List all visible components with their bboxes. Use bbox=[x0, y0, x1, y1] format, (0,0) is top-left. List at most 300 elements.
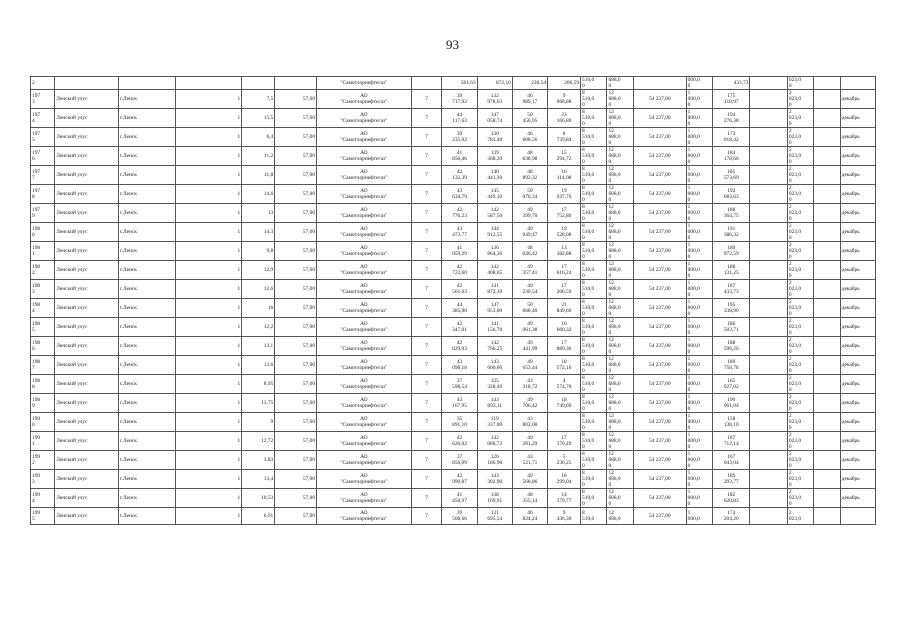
cell-i: 185 573,69 bbox=[713, 166, 750, 185]
cell-h: 1 000,0 0 bbox=[686, 299, 712, 318]
cell-qty: 1 bbox=[176, 470, 242, 489]
cell-length: 13,6 bbox=[242, 356, 275, 375]
cell-width: 57,00 bbox=[275, 185, 317, 204]
cell-month: декабрь bbox=[840, 432, 875, 451]
cell-width: 57,00 bbox=[275, 337, 317, 356]
cell-town: г.Ленск bbox=[119, 223, 176, 242]
cell-empty bbox=[750, 261, 787, 280]
cell-g: 54 237,00 bbox=[633, 147, 686, 166]
cell-ulus: Ленский улус bbox=[55, 185, 119, 204]
cell-qty: 1 bbox=[176, 223, 242, 242]
cell-h: 1 000,0 0 bbox=[686, 489, 712, 508]
cell-e: 8 510,0 0 bbox=[581, 261, 607, 280]
cell-empty bbox=[750, 337, 787, 356]
cell-width: 57,00 bbox=[275, 128, 317, 147]
cell-ulus: Ленский улус bbox=[55, 90, 119, 109]
table-row bbox=[31, 280, 876, 299]
cell-qty: 1 bbox=[176, 128, 242, 147]
cell-e: 8 510,0 0 bbox=[581, 413, 607, 432]
cell-e: 8 510,0 0 bbox=[581, 128, 607, 147]
cell-d: 18 572,16 bbox=[548, 356, 581, 375]
cell-row-number: 199 5 bbox=[31, 508, 55, 525]
cell-operator: АО "Самотлорнефтегаз" bbox=[317, 242, 412, 261]
cell-width: 57,00 bbox=[275, 299, 317, 318]
cell-i: 182 620,83 bbox=[713, 489, 750, 508]
cell-operator: АО "Самотлорнефтегаз" bbox=[317, 432, 412, 451]
cell-empty bbox=[750, 356, 787, 375]
cell-length: 13,1 bbox=[242, 337, 275, 356]
cell-ulus: Ленский улус bbox=[55, 280, 119, 299]
cell-width: 57,00 bbox=[275, 204, 317, 223]
cell-f: 12 688,0 0 bbox=[607, 394, 633, 413]
cell-f: 12 688,0 0 bbox=[607, 337, 633, 356]
cell-width: 57,00 bbox=[275, 261, 317, 280]
cell-ulus: Ленский улус bbox=[55, 223, 119, 242]
cell-length: 13,75 bbox=[242, 394, 275, 413]
cell-f: 12 688,0 0 bbox=[607, 356, 633, 375]
cell-b: 132 978,03 bbox=[477, 90, 512, 109]
cell-e: 8 510,0 0 bbox=[581, 394, 607, 413]
cell-a: 42 776,23 bbox=[442, 204, 477, 223]
cell-month bbox=[840, 77, 875, 90]
cell-width: 57,00 bbox=[275, 280, 317, 299]
cell-ulus: Ленский улус bbox=[55, 489, 119, 508]
cell-g: 54 237,00 bbox=[633, 508, 686, 525]
cell-i: 167 043,04 bbox=[713, 451, 750, 470]
cell-qty: 1 bbox=[176, 204, 242, 223]
cell-c: 43 521,71 bbox=[512, 451, 547, 470]
cell-b: 136 864,30 bbox=[477, 242, 512, 261]
cell-empty bbox=[750, 432, 787, 451]
cell-code: 7 bbox=[411, 147, 442, 166]
cell-k2: 688,0 0 bbox=[607, 77, 633, 90]
cell-empty bbox=[814, 318, 840, 337]
cell-j: 2 023,0 0 bbox=[787, 261, 813, 280]
cell-row-number: 197 4 bbox=[31, 109, 55, 128]
cell-empty bbox=[814, 413, 840, 432]
cell-c: 46 824,24 bbox=[512, 508, 547, 525]
cell-g: 54 237,00 bbox=[633, 204, 686, 223]
cell-b: 143 660,00 bbox=[477, 356, 512, 375]
cell-town: г.Ленск bbox=[119, 109, 176, 128]
cell-row-number: 198 3 bbox=[31, 280, 55, 299]
cell-code: 7 bbox=[411, 413, 442, 432]
cell-i: 187 712,14 bbox=[713, 432, 750, 451]
cell-length: 8,95 bbox=[242, 375, 275, 394]
cell-code: 7 bbox=[411, 166, 442, 185]
cell-length: 12,72 bbox=[242, 432, 275, 451]
cell-a: 39 717,92 bbox=[442, 90, 477, 109]
cell-c: 48 046,42 bbox=[512, 242, 547, 261]
table-row bbox=[31, 147, 876, 166]
cell-e: 8 510,0 0 bbox=[581, 90, 607, 109]
cell-operator: АО "Самотлорнефтегаз" bbox=[317, 318, 412, 337]
cell-g: 54 237,00 bbox=[633, 337, 686, 356]
cell-e: 8 510,0 0 bbox=[581, 242, 607, 261]
cell-width: 57,00 bbox=[275, 470, 317, 489]
cell-length: 12,6 bbox=[242, 280, 275, 299]
cell-a: 37 598,54 bbox=[442, 375, 477, 394]
cell-code: 7 bbox=[411, 337, 442, 356]
cell-d: 18 299,04 bbox=[548, 470, 581, 489]
cell-row-number: 198 8 bbox=[31, 375, 55, 394]
cell-d: 5 230,25 bbox=[548, 451, 581, 470]
cell-row-number: 2 bbox=[31, 77, 55, 90]
cell-operator: АО "Самотлорнефтегаз" bbox=[317, 147, 412, 166]
cell-i: 189 758,78 bbox=[713, 356, 750, 375]
cell-h: 1 000,0 0 bbox=[686, 166, 712, 185]
cell-month: декабрь bbox=[840, 451, 875, 470]
cell-f: 12 688,0 0 bbox=[607, 489, 633, 508]
cell-v2: 872,10 bbox=[477, 77, 512, 90]
cell-h: 1 000,0 0 bbox=[686, 185, 712, 204]
cell-month: декабрь bbox=[840, 489, 875, 508]
cell-operator: АО "Самотлорнефтегаз" bbox=[317, 280, 412, 299]
cell-town: г.Ленск bbox=[119, 166, 176, 185]
cell-g: 54 237,00 bbox=[633, 470, 686, 489]
cell-length: 16 bbox=[242, 299, 275, 318]
cell-code: 7 bbox=[411, 394, 442, 413]
cell-code: 7 bbox=[411, 299, 442, 318]
cell-empty bbox=[814, 77, 840, 90]
cell-code bbox=[411, 77, 442, 90]
cell-d: 17 616,24 bbox=[548, 261, 581, 280]
cell-d: 19 937,76 bbox=[548, 185, 581, 204]
cell-operator: АО "Самотлорнефтегаз" bbox=[317, 356, 412, 375]
cell-town: г.Ленск bbox=[119, 394, 176, 413]
cell-width: 57,00 bbox=[275, 147, 317, 166]
cell-town: г.Ленск bbox=[119, 280, 176, 299]
cell-i: 187 433,73 bbox=[713, 280, 750, 299]
table-row bbox=[31, 375, 876, 394]
cell-month: декабрь bbox=[840, 337, 875, 356]
cell-k1: 510,0 0 bbox=[581, 77, 607, 90]
cell-town: г.Ленск bbox=[119, 508, 176, 525]
cell-a: 37 856,09 bbox=[442, 451, 477, 470]
cell-c: 49 706,42 bbox=[512, 394, 547, 413]
cell-code: 7 bbox=[411, 489, 442, 508]
cell-empty bbox=[750, 147, 787, 166]
cell-ulus: Ленский улус bbox=[55, 147, 119, 166]
cell-a: 42 561,63 bbox=[442, 280, 477, 299]
cell-i: 190 061,04 bbox=[713, 394, 750, 413]
cell-town bbox=[119, 77, 176, 90]
cell-ulus: Ленский улус bbox=[55, 261, 119, 280]
cell-c: 50 668,40 bbox=[512, 299, 547, 318]
cell-a: 44 385,90 bbox=[442, 299, 477, 318]
cell-empty bbox=[814, 90, 840, 109]
table-row bbox=[31, 394, 876, 413]
cell-row-number: 199 2 bbox=[31, 451, 55, 470]
cell-code: 7 bbox=[411, 280, 442, 299]
table-row bbox=[31, 204, 876, 223]
cell-month: декабрь bbox=[840, 299, 875, 318]
cell-g: 54 237,00 bbox=[633, 451, 686, 470]
cell-d: 17 752,80 bbox=[548, 204, 581, 223]
cell-empty bbox=[750, 204, 787, 223]
cell-operator: АО "Самотлорнефтегаз" bbox=[317, 451, 412, 470]
cell-g: 54 237,00 bbox=[633, 299, 686, 318]
cell-empty bbox=[750, 242, 787, 261]
cell-g: 54 237,00 bbox=[633, 413, 686, 432]
cell-width: 57,00 bbox=[275, 242, 317, 261]
cell-ulus: Ленский улус bbox=[55, 356, 119, 375]
cell-h: 1 000,0 0 bbox=[686, 413, 712, 432]
cell-empty bbox=[814, 204, 840, 223]
cell-code: 7 bbox=[411, 242, 442, 261]
cell-j: 2 023,0 0 bbox=[787, 185, 813, 204]
cell-row-number: 199 0 bbox=[31, 413, 55, 432]
cell-j: 2 023,0 0 bbox=[787, 299, 813, 318]
cell-month: декабрь bbox=[840, 223, 875, 242]
cell-i: 188 131,25 bbox=[713, 261, 750, 280]
cell-ulus: Ленский улус bbox=[55, 128, 119, 147]
cell-a: 44 117,63 bbox=[442, 109, 477, 128]
cell-h: 1 000,0 0 bbox=[686, 223, 712, 242]
cell-length: 7,5 bbox=[242, 90, 275, 109]
cell-empty bbox=[750, 394, 787, 413]
cell-code: 7 bbox=[411, 318, 442, 337]
cell-town: г.Ленск bbox=[119, 242, 176, 261]
table-row bbox=[31, 261, 876, 280]
cell-empty bbox=[814, 356, 840, 375]
cell-f: 12 688,0 0 bbox=[607, 318, 633, 337]
cell-v3: 230,54 bbox=[512, 77, 547, 90]
cell-h: 1 000,0 0 bbox=[686, 90, 712, 109]
cell-empty bbox=[814, 470, 840, 489]
table-row bbox=[31, 299, 876, 318]
cell-operator: АО "Самотлорнефтегаз" bbox=[317, 261, 412, 280]
cell-d: 9 436,30 bbox=[548, 508, 581, 525]
cell-length bbox=[242, 77, 275, 90]
cell-ulus: Ленский улус bbox=[55, 166, 119, 185]
cell-empty bbox=[750, 318, 787, 337]
cell-empty bbox=[750, 223, 787, 242]
cell-row-number: 198 7 bbox=[31, 356, 55, 375]
cell-e: 8 510,0 0 bbox=[581, 280, 607, 299]
cell-i: 158 138,10 bbox=[713, 413, 750, 432]
table-row bbox=[31, 451, 876, 470]
cell-c: 49 061,38 bbox=[512, 318, 547, 337]
cell-town: г.Ленск bbox=[119, 318, 176, 337]
cell-c: 49 230,54 bbox=[512, 280, 547, 299]
cell-qty: 1 bbox=[176, 318, 242, 337]
cell-d bbox=[548, 413, 581, 432]
cell-row-number: 197 9 bbox=[31, 204, 55, 223]
cell-d: 17 889,36 bbox=[548, 337, 581, 356]
cell-code: 7 bbox=[411, 128, 442, 147]
cell-g: 54 237,00 bbox=[633, 318, 686, 337]
cell-code: 7 bbox=[411, 451, 442, 470]
cell-ulus: Ленский улус bbox=[55, 394, 119, 413]
cell-a: 43 098,18 bbox=[442, 356, 477, 375]
cell-b: 142 408,65 bbox=[477, 261, 512, 280]
cell-empty bbox=[750, 375, 787, 394]
cell-row-number: 198 5 bbox=[31, 318, 55, 337]
cell-b: 141 156,70 bbox=[477, 318, 512, 337]
cell-ulus: Ленский улус bbox=[55, 299, 119, 318]
cell-qty: 1 bbox=[176, 356, 242, 375]
cell-length: 12,9 bbox=[242, 261, 275, 280]
cell-qty: 1 bbox=[176, 299, 242, 318]
cell-qty: 1 bbox=[176, 489, 242, 508]
cell-e: 8 510,0 0 bbox=[581, 489, 607, 508]
cell-town: г.Ленск bbox=[119, 261, 176, 280]
cell-month: декабрь bbox=[840, 166, 875, 185]
cell-town: г.Ленск bbox=[119, 375, 176, 394]
cell-a: 42 722,60 bbox=[442, 261, 477, 280]
cell-empty bbox=[814, 166, 840, 185]
cell-e: 8 510,0 0 bbox=[581, 147, 607, 166]
cell-empty bbox=[814, 147, 840, 166]
cell-empty bbox=[814, 223, 840, 242]
cell-empty bbox=[814, 185, 840, 204]
cell-row-number: 199 3 bbox=[31, 470, 55, 489]
cell-length: 10,53 bbox=[242, 489, 275, 508]
cell-code: 7 bbox=[411, 375, 442, 394]
cell-ulus: Ленский улус bbox=[55, 242, 119, 261]
cell-j: 2 023,0 0 bbox=[787, 109, 813, 128]
cell-c: 49 568,86 bbox=[512, 470, 547, 489]
cell-empty bbox=[814, 394, 840, 413]
cell-s: 433,73 bbox=[713, 77, 750, 90]
cell-length: 6,4 bbox=[242, 128, 275, 147]
cell-c: 50 456,95 bbox=[512, 109, 547, 128]
cell-j: 2 023,0 0 bbox=[787, 223, 813, 242]
cell-row-number: 198 9 bbox=[31, 394, 55, 413]
cell-operator: АО "Самотлорнефтегаз" bbox=[317, 375, 412, 394]
cell-e: 8 510,0 0 bbox=[581, 223, 607, 242]
cell-c: 46 989,17 bbox=[512, 90, 547, 109]
cell-length: 9 bbox=[242, 413, 275, 432]
cell-i: 189 293,77 bbox=[713, 470, 750, 489]
cell-c: 43 318,72 bbox=[512, 375, 547, 394]
table-row bbox=[31, 337, 876, 356]
cell-d: 16 660,32 bbox=[548, 318, 581, 337]
cell-i: 194 276,38 bbox=[713, 109, 750, 128]
cell-f: 12 688,0 0 bbox=[607, 261, 633, 280]
cell-j: 2 023,0 0 bbox=[787, 128, 813, 147]
cell-j: 2 023,0 0 bbox=[787, 356, 813, 375]
cell-h: 1 000,0 0 bbox=[686, 204, 712, 223]
cell-empty bbox=[750, 109, 787, 128]
cell-operator: АО "Самотлорнефтегаз" bbox=[317, 470, 412, 489]
cell-i: 195 338,90 bbox=[713, 299, 750, 318]
cell-d: 4 574,76 bbox=[548, 375, 581, 394]
cell-f: 12 688,0 0 bbox=[607, 166, 633, 185]
cell-b: 131 695,54 bbox=[477, 508, 512, 525]
cell-operator: АО "Самотлорнефтегаз" bbox=[317, 394, 412, 413]
cell-g: 54 237,00 bbox=[633, 489, 686, 508]
cell-qty: 1 bbox=[176, 337, 242, 356]
cell-town: г.Ленск bbox=[119, 413, 176, 432]
cell-month: декабрь bbox=[840, 261, 875, 280]
cell-d: 17 206,59 bbox=[548, 280, 581, 299]
cell-operator: АО "Самотлорнефтегаз" bbox=[317, 337, 412, 356]
cell-empty bbox=[750, 280, 787, 299]
cell-qty: 1 bbox=[176, 109, 242, 128]
cell-j: 2 023,0 0 bbox=[787, 394, 813, 413]
cell-a: 43 634,79 bbox=[442, 185, 477, 204]
cell-qty: 1 bbox=[176, 432, 242, 451]
cell-i: 165 927,02 bbox=[713, 375, 750, 394]
cell-g: 54 237,00 bbox=[633, 394, 686, 413]
cell-h: 1 000,0 0 bbox=[686, 394, 712, 413]
table-row bbox=[31, 489, 876, 508]
cell-operator: АО "Самотлорнефтегаз" bbox=[317, 299, 412, 318]
cell-length: 11,2 bbox=[242, 147, 275, 166]
cell-qty: 1 bbox=[176, 280, 242, 299]
cell-width: 57,00 bbox=[275, 489, 317, 508]
cell-operator: АО "Самотлорнефтегаз" bbox=[317, 90, 412, 109]
cell-c: 50 076,34 bbox=[512, 185, 547, 204]
cell-row-number: 198 6 bbox=[31, 337, 55, 356]
cell-operator: "Самотлорнефтегаз" bbox=[317, 77, 412, 90]
table-row bbox=[31, 109, 876, 128]
cell-c: 43 802,00 bbox=[512, 413, 547, 432]
cell-code: 7 bbox=[411, 109, 442, 128]
cell-b: 142 086,72 bbox=[477, 432, 512, 451]
cell-e: 8 510,0 bbox=[581, 508, 607, 525]
cell-a: 43 167,95 bbox=[442, 394, 477, 413]
cell-width: 57,00 bbox=[275, 394, 317, 413]
cell-j: 2 023,0 0 bbox=[787, 432, 813, 451]
cell-d: 15 294,72 bbox=[548, 147, 581, 166]
cell-j: 2 023,0 0 bbox=[787, 451, 813, 470]
cell-h: 1 000,0 0 bbox=[686, 280, 712, 299]
cell-code: 7 bbox=[411, 432, 442, 451]
cell-code: 7 bbox=[411, 356, 442, 375]
cell-qty: 1 bbox=[176, 242, 242, 261]
cell-c: 49 441,99 bbox=[512, 337, 547, 356]
cell-width: 57,00 bbox=[275, 223, 317, 242]
cell-j: 2 023,0 0 bbox=[787, 90, 813, 109]
cell-empty bbox=[814, 337, 840, 356]
cell-d: 18 749,69 bbox=[548, 394, 581, 413]
table-row-partial bbox=[31, 77, 876, 90]
cell-v4: 206,59 bbox=[548, 77, 581, 90]
cell-g: 54 237,00 bbox=[633, 375, 686, 394]
cell-empty bbox=[750, 128, 787, 147]
cell-length: 12,2 bbox=[242, 318, 275, 337]
cell-town: г.Ленск bbox=[119, 128, 176, 147]
cell-f: 12 688,0 0 bbox=[607, 185, 633, 204]
cell-ulus: Ленский улус bbox=[55, 204, 119, 223]
cell-b: 147 058,74 bbox=[477, 109, 512, 128]
cell-f: 12 688,0 0 bbox=[607, 223, 633, 242]
cell-month: декабрь bbox=[840, 280, 875, 299]
register-table-body bbox=[31, 77, 876, 525]
cell-a: 42 990,87 bbox=[442, 470, 477, 489]
cell-f: 12 688,0 bbox=[607, 508, 633, 525]
cell-width: 57,00 bbox=[275, 109, 317, 128]
cell-width: 57,00 bbox=[275, 166, 317, 185]
cell-a: 41 450,97 bbox=[442, 489, 477, 508]
cell-month: декабрь bbox=[840, 470, 875, 489]
cell-row-number: 198 0 bbox=[31, 223, 55, 242]
cell-b: 142 587,50 bbox=[477, 204, 512, 223]
cell-c: 48 355,14 bbox=[512, 489, 547, 508]
cell-month: декабрь bbox=[840, 413, 875, 432]
cell-row-number: 199 4 bbox=[31, 489, 55, 508]
cell-e: 8 510,0 0 bbox=[581, 375, 607, 394]
cell-b: 147 953,00 bbox=[477, 299, 512, 318]
cell-g: 54 237,00 bbox=[633, 128, 686, 147]
cell-length: 9,8 bbox=[242, 242, 275, 261]
cell-d: 14 379,77 bbox=[548, 489, 581, 508]
cell-operator: АО "Самотлорнефтегаз" bbox=[317, 128, 412, 147]
cell-empty bbox=[814, 261, 840, 280]
